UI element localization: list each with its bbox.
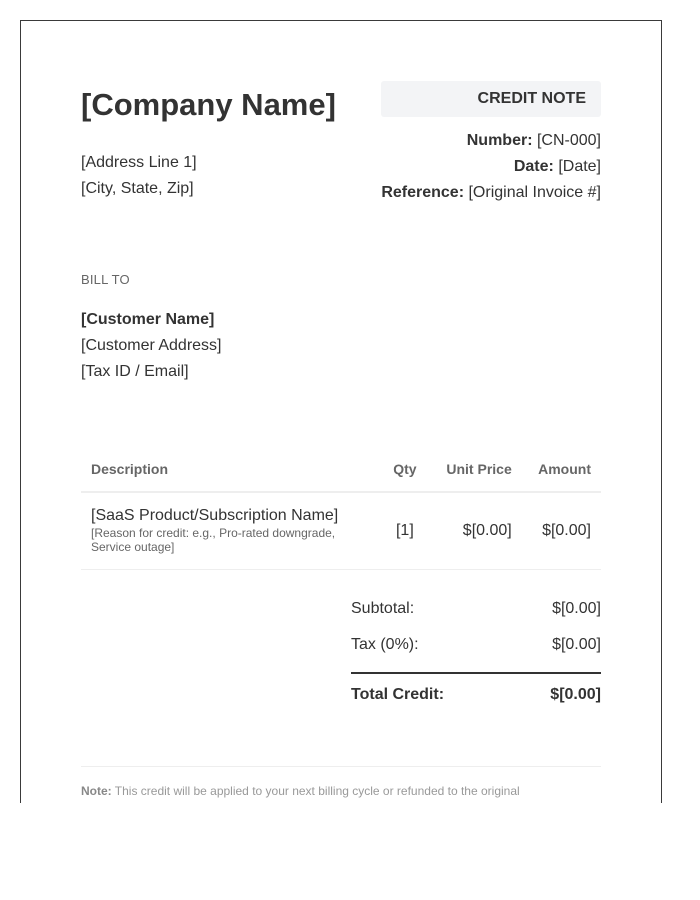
reference-value: [Original Invoice #] xyxy=(468,184,601,201)
footer-note xyxy=(81,766,601,800)
header-unit-price: Unit Price xyxy=(434,446,522,492)
reference-label: Reference: xyxy=(381,184,465,201)
item-unit-price: $[0.00] xyxy=(434,492,522,570)
total-credit-row xyxy=(351,672,601,718)
customer-block xyxy=(81,307,222,385)
reference-row xyxy=(381,180,601,206)
note-text: This credit will be applied to your next billing cycle or refunded to the original xyxy=(114,784,520,798)
customer-address: [Customer Address] xyxy=(81,337,222,354)
date-row xyxy=(381,154,601,180)
table-row xyxy=(81,492,601,570)
header-amount: Amount xyxy=(522,446,601,492)
document-meta xyxy=(381,128,601,206)
subtotal-row xyxy=(351,596,601,632)
company-name: [Company Name] xyxy=(81,87,336,122)
total-credit-label: Total Credit: xyxy=(351,686,445,703)
header-description: Description xyxy=(81,446,376,492)
tax-row xyxy=(351,632,601,668)
header-qty: Qty xyxy=(376,446,434,492)
customer-tax-email: [Tax ID / Email] xyxy=(81,363,189,380)
credit-note-page xyxy=(20,20,662,803)
date-label: Date: xyxy=(513,158,554,175)
totals-block xyxy=(351,596,601,718)
city-state-zip: [City, State, Zip] xyxy=(81,180,194,197)
address-line-1: [Address Line 1] xyxy=(81,154,197,171)
note-label: Note: xyxy=(81,784,112,798)
number-value: [CN-000] xyxy=(536,132,601,149)
number-label: Number: xyxy=(466,132,533,149)
item-reason: [Reason for credit: e.g., Pro-rated downgrade, Service outage] xyxy=(91,526,336,554)
document-title: CREDIT NOTE xyxy=(381,81,601,117)
item-name: [SaaS Product/Subscription Name] xyxy=(91,507,339,524)
tax-label: Tax (0%): xyxy=(351,636,419,653)
company-address xyxy=(81,150,197,202)
item-qty: [1] xyxy=(376,492,434,570)
subtotal-value: $[0.00] xyxy=(552,600,601,617)
line-items-table xyxy=(81,446,601,570)
tax-value: $[0.00] xyxy=(552,636,601,653)
item-description-cell xyxy=(81,492,376,570)
subtotal-label: Subtotal: xyxy=(351,600,415,617)
bill-to-label: BILL TO xyxy=(81,272,130,287)
number-row xyxy=(381,128,601,154)
date-value: [Date] xyxy=(558,158,601,175)
customer-name: [Customer Name] xyxy=(81,311,215,328)
total-credit-value: $[0.00] xyxy=(550,686,601,703)
table-header-row xyxy=(81,446,601,492)
item-amount: $[0.00] xyxy=(522,492,601,570)
